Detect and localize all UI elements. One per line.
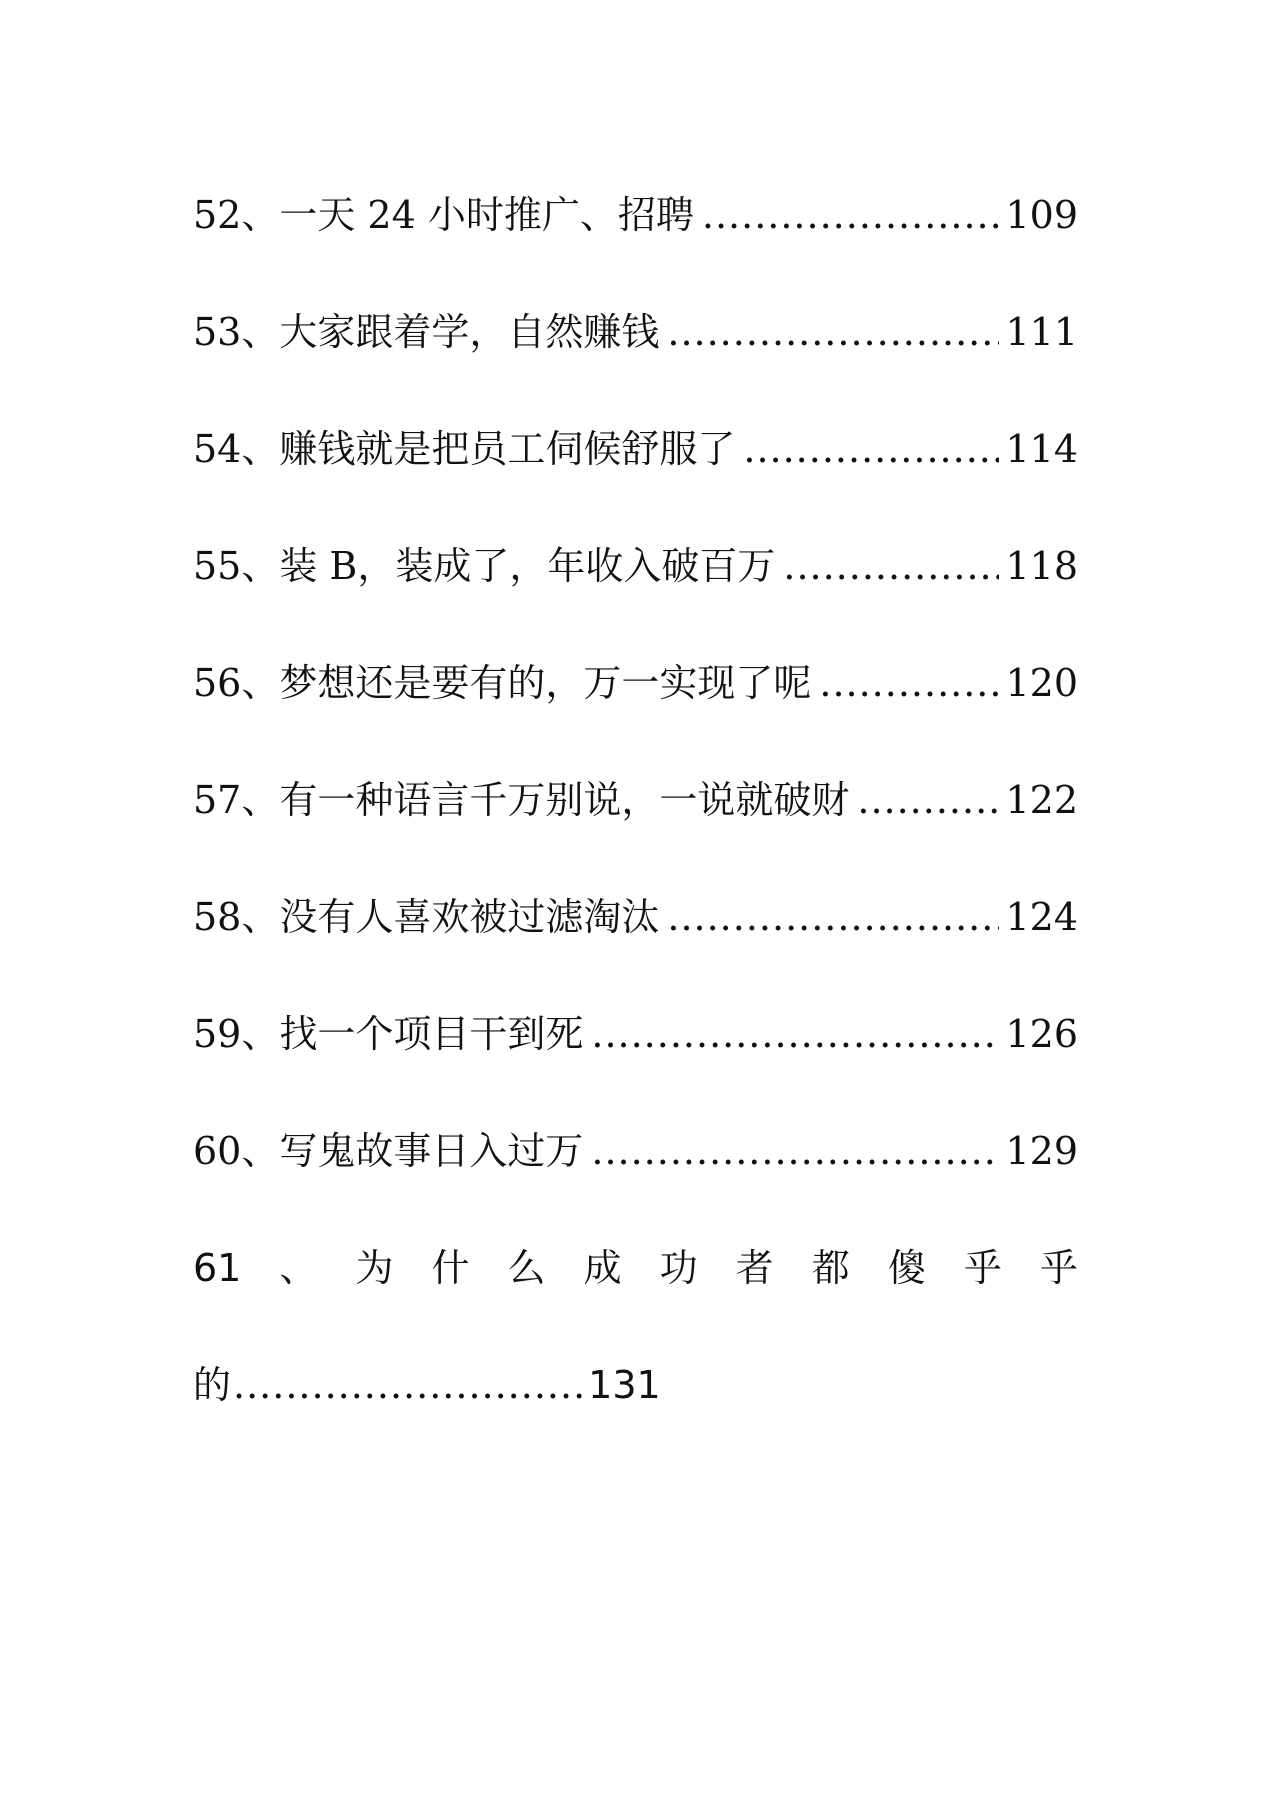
toc-page-number: 122 xyxy=(1005,778,1078,822)
toc-page-number: 129 xyxy=(1005,1129,1078,1173)
toc-entry-continuation-line xyxy=(193,1348,1078,1465)
toc-entry-59[interactable] xyxy=(193,997,1078,1114)
toc-entry-char: 成 xyxy=(583,1246,622,1290)
toc-dot-leader xyxy=(667,295,999,369)
toc-dot-leader xyxy=(819,646,999,720)
toc-page-number: 118 xyxy=(1005,544,1078,588)
toc-entry-char: 都 xyxy=(811,1246,850,1290)
toc-entry-58[interactable] xyxy=(193,880,1078,997)
toc-entry-justified-line xyxy=(193,1231,1078,1348)
toc-page-number: 120 xyxy=(1005,661,1078,705)
toc-entry-tail: 的 xyxy=(193,1363,232,1407)
toc-entry-title: 53、大家跟着学，自然赚钱 xyxy=(193,310,660,354)
toc-page-number: 124 xyxy=(1005,895,1078,939)
toc-entry-title: 56、梦想还是要有的，万一实现了呢 xyxy=(193,661,812,705)
toc-entry-60[interactable] xyxy=(193,1114,1078,1231)
toc-entry-53[interactable] xyxy=(193,295,1078,412)
toc-dot-leader xyxy=(591,997,999,1071)
toc-entry-char: 者 xyxy=(735,1246,774,1290)
toc-entry-char: 乎 xyxy=(963,1246,1002,1290)
toc-dot-leader xyxy=(743,412,999,486)
toc-entry-56[interactable] xyxy=(193,646,1078,763)
toc-dot-leader xyxy=(667,880,999,954)
toc-entry-54[interactable] xyxy=(193,412,1078,529)
toc-entry-title: 58、没有人喜欢被过滤淘汰 xyxy=(193,895,660,939)
toc-entry-char: 傻 xyxy=(887,1246,926,1290)
toc-dot-leader: ........................... xyxy=(233,1363,587,1407)
toc-entry-char: 功 xyxy=(659,1246,698,1290)
toc-page-number: 131 xyxy=(588,1363,661,1407)
toc-entry-57[interactable] xyxy=(193,763,1078,880)
toc-dot-leader xyxy=(857,763,999,837)
toc-entry-title: 55、装 B，装成了，年收入破百万 xyxy=(193,544,776,588)
toc-entry-number: 61 xyxy=(193,1246,242,1290)
toc-entry-separator: 、 xyxy=(279,1246,318,1290)
toc-entry-title: 60、写鬼故事日入过万 xyxy=(193,1129,584,1173)
toc-entry-52[interactable] xyxy=(193,178,1078,295)
toc-page-number: 111 xyxy=(1005,310,1078,354)
toc-dot-leader xyxy=(591,1114,999,1188)
toc-entry-title: 59、找一个项目干到死 xyxy=(193,1012,584,1056)
toc-entry-char: 什 xyxy=(431,1246,470,1290)
toc-entry-61[interactable] xyxy=(193,1231,1078,1465)
toc-page-number: 114 xyxy=(1005,427,1078,471)
toc-entry-title: 52、一天 24 小时推广、招聘 xyxy=(193,193,694,237)
toc-entry-char: 为 xyxy=(355,1246,394,1290)
toc-entry-title: 57、有一种语言千万别说，一说就破财 xyxy=(193,778,850,822)
toc-page-number: 109 xyxy=(1005,193,1078,237)
toc-dot-leader xyxy=(702,178,1000,252)
toc-entry-55[interactable] xyxy=(193,529,1078,646)
toc-dot-leader xyxy=(783,529,999,603)
toc-entry-char: 乎 xyxy=(1039,1246,1078,1290)
toc-entry-char: 么 xyxy=(507,1246,546,1290)
toc-page-number: 126 xyxy=(1005,1012,1078,1056)
toc-entry-title: 54、赚钱就是把员工伺候舒服了 xyxy=(193,427,736,471)
table-of-contents xyxy=(193,178,1078,1465)
